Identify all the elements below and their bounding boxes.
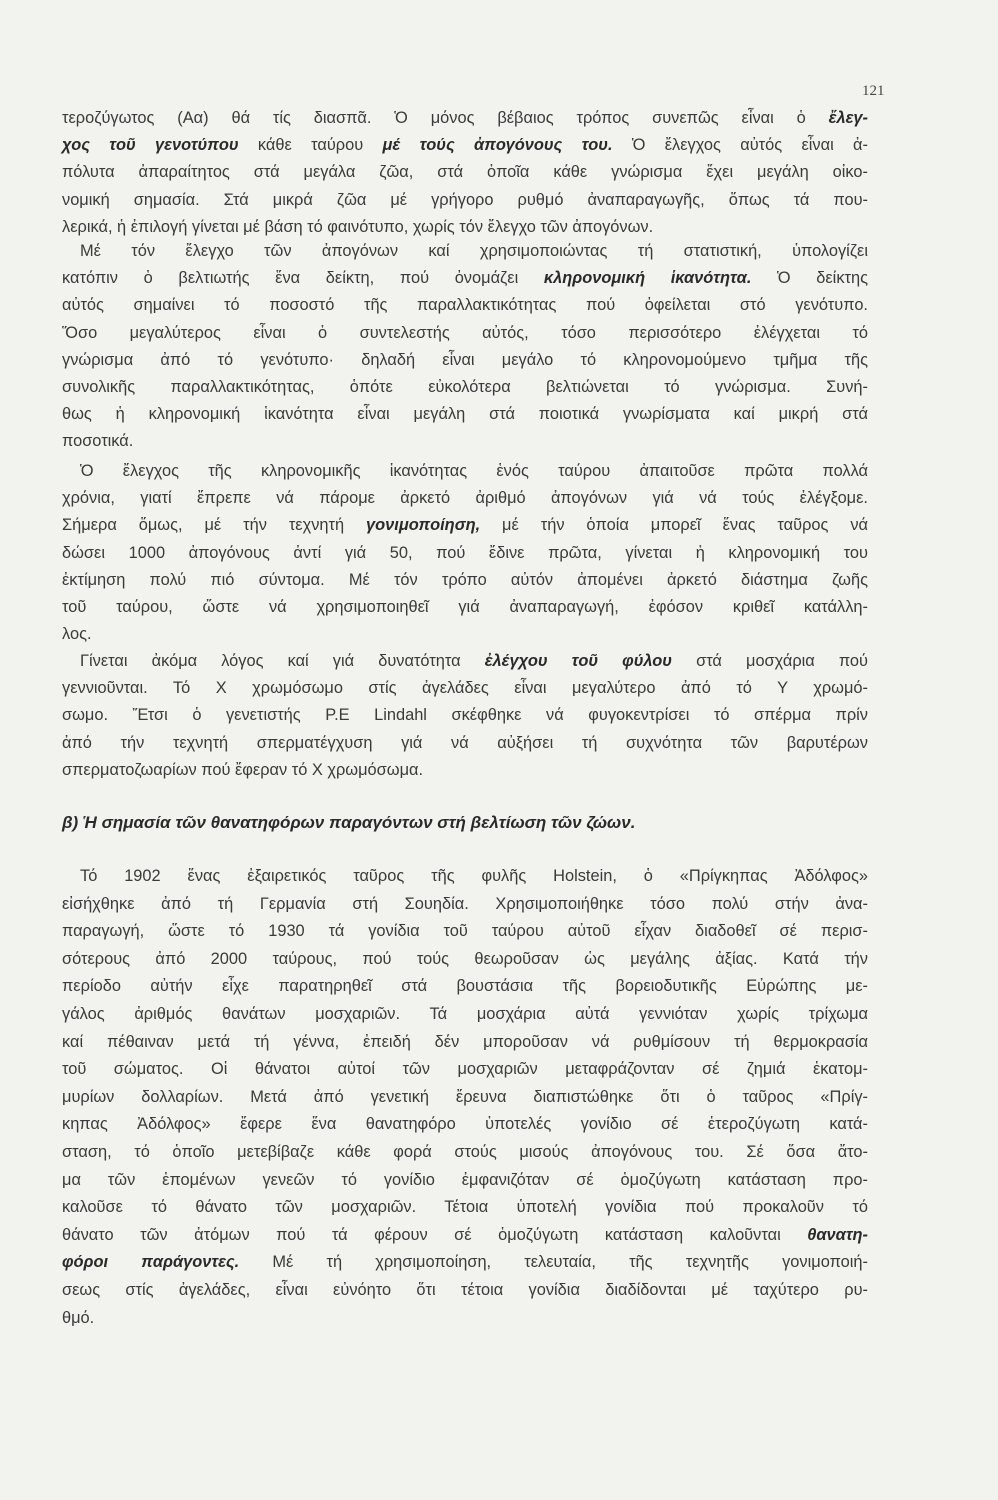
text-line (62, 1029, 868, 1057)
text-line (62, 1167, 868, 1195)
text-segment: Τό 1902 ἕνας ἐξαιρετικός ταῦρος τῆς φυλῆς Holstein, ὁ «Πρίγκηπας Ἀδόλφος» (80, 867, 868, 885)
text-segment: καί πέθαιναν μετά τή γέννα, ἐπειδή δέν μποροῦσαν νά ρυθμίσουν τή θερμοκρασία (62, 1032, 868, 1051)
text-segment: σπερματοζωαρίων πού ἔφεραν τό Χ χρωμόσωμα. (62, 760, 424, 779)
text-line (62, 159, 868, 186)
emphasized-term: μέ τούς ἀπογόνους του. (382, 136, 613, 155)
text-segment: κηπας Ἀδόλφος» ἔφερε ἕνα θανατηφόρο ὑποτελές γονίδιο σέ ἑτεροζύγωτη κατά- (62, 1115, 868, 1134)
text-line (62, 512, 868, 539)
text-segment: γνώρισμα ἀπό τό γενότυπο· δηλαδή εἶναι μεγάλο τό κληρονομούμενο τμῆμα τῆς (62, 350, 868, 369)
text-line (62, 238, 868, 265)
text-line (62, 1305, 868, 1333)
text-line (62, 1194, 868, 1222)
text-segment: Γίνεται ἀκόμα λόγος καί γιά δυνατότητα (80, 652, 485, 670)
text-line (62, 918, 868, 946)
text-segment: παραγωγή, ὥστε τό 1930 τά γονίδια τοῦ ταύρου αὐτοῦ εἶχαν διαδοθεῖ σέ περισ- (62, 922, 868, 941)
text-line (62, 891, 868, 919)
text-line (62, 401, 868, 428)
text-line (62, 675, 868, 702)
text-line (62, 1111, 868, 1139)
text-segment: δώσει 1000 ἀπογόνους ἀντί γιά 50, πού ἔδινε πρῶτα, γίνεται ἡ κληρονομική του (62, 543, 868, 562)
text-segment: νομική σημασία. Στά μικρά ζῶα μέ γρήγορο ρυθμό ἀναπαραγωγῆς, ὅπως τά που- (62, 190, 868, 209)
text-segment: ἐκτίμηση πολύ πιό σύντομα. Μέ τόν τρόπο αὐτόν ἀπομένει ἀρκετό διάστημα ζωῆς (62, 570, 868, 589)
text-line (62, 187, 868, 214)
text-segment: θάνατο τῶν ἀτόμων πού τά φέρουν σέ ὁμοζύγωτη κατάσταση καλοῦνται (62, 1225, 808, 1244)
text-line (62, 347, 868, 374)
text-segment: τοῦ σώματος. Οἱ θάνατοι αὐτοί τῶν μοσχαριῶν μεταφράζονταν σέ ζημιά ἑκατομ- (62, 1060, 868, 1079)
text-segment: τοῦ ταύρου, ὥστε νά χρησιμοποιηθεῖ γιά ἀναπαραγωγή, ἐφόσον κριθεῖ κατάλλη- (62, 597, 868, 616)
paragraph (62, 458, 868, 648)
text-segment: θμό. (62, 1308, 95, 1327)
emphasized-term: φόροι παράγοντες. (62, 1253, 240, 1272)
emphasized-term: κληρονομική ἱκανότητα. (543, 269, 752, 288)
text-line (62, 458, 868, 485)
text-segment: στά μοσχάρια πού (671, 652, 869, 670)
text-line (62, 594, 868, 621)
text-segment: θως ἡ κληρονομική ἱκανότητα εἶναι μεγάλη στά ποιοτικά γνωρίσματα καί μικρή στά (62, 405, 868, 424)
paragraph (62, 105, 868, 241)
paragraph (62, 863, 868, 1332)
text-segment: μα τῶν ἑπομένων γενεῶν τό γονίδιο ἐμφανιζόταν σέ ὁμοζύγωτη κατάσταση προ- (62, 1170, 868, 1189)
text-line (62, 1084, 868, 1112)
text-segment: λος. (62, 625, 92, 644)
text-line (62, 757, 868, 784)
text-segment: χρόνια, γιατί ἔπρεπε νά πάρομε ἀρκετό ἀριθμό ἀπογόνων γιά νά τούς ἐλέγξομε. (62, 489, 868, 508)
emphasized-term: γονιμοποίηση, (366, 516, 481, 535)
text-segment: κάθε ταύρου (238, 136, 383, 155)
text-line (62, 1139, 868, 1167)
text-segment: Ὁ ἔλεγχος τῆς κληρονομικῆς ἱκανότητας ἑνός ταύρου ἀπαιτοῦσε πρῶτα πολλά (80, 462, 868, 480)
text-segment: συνολικῆς παραλλακτικότητας, ὁπότε εὐκολότερα βελτιώνεται τό γνώρισμα. Συνή- (62, 377, 868, 396)
text-segment: ἀπό τήν τεχνητή σπερματέγχυση γιά νά αὐξήσει τή συχνότητα τῶν βαρυτέρων (62, 733, 868, 752)
text-line (62, 265, 868, 292)
text-line (62, 1222, 868, 1250)
emphasized-term: ἐλέγχου τοῦ φύλου (484, 652, 672, 670)
text-segment: εἰσήχθηκε ἀπό τή Γερμανία στή Σουηδία. Χρησιμοποιήθηκε τόσο πολύ στήν ἀνα- (62, 894, 868, 913)
text-segment: σεως στίς ἀγελάδες, εἶναι εὐνόητο ὅτι τέτοια γονίδια διαδίδονται μέ ταχύτερο ρυ- (62, 1280, 868, 1299)
text-segment: σότερους ἀπό 2000 ταύρους, πού τούς θεωροῦσαν ὡς μεγάλης ἀξίας. Κατά τήν (62, 949, 868, 968)
text-segment: αὐτός σημαίνει τό ποσοστό τῆς παραλλακτικότητας πού ὀφείλεται στό γενότυπο. (62, 296, 868, 315)
text-line (62, 320, 868, 347)
text-line (62, 132, 868, 159)
text-segment: Σήμερα ὅμως, μέ τήν τεχνητή (62, 516, 367, 535)
text-segment: σταση, τό ὁποῖο μετεβίβαζε κάθε φορά στούς μισούς ἀπογόνους του. Σέ ὅσα ἄτο- (62, 1142, 868, 1161)
text-segment: πόλυτα ἀπαραίτητος στά μεγάλα ζῶα, στά ὁποῖα κάθε γνώρισμα ἔχει μεγάλη οἰκο- (62, 163, 868, 182)
page-number: 121 (862, 83, 885, 99)
text-line (62, 567, 868, 594)
paragraph (62, 648, 868, 784)
text-line (62, 1249, 868, 1277)
emphasized-term: ἔλεγ- (828, 109, 868, 127)
emphasized-term: θανατη- (807, 1225, 868, 1244)
text-segment: κατόπιν ὁ βελτιωτής ἕνα δείκτη, πού ὀνομάζει (62, 269, 544, 288)
text-line (62, 648, 868, 675)
text-line (62, 428, 868, 455)
text-line (62, 540, 868, 567)
text-segment: μέ τήν ὁποία μπορεῖ ἕνας ταῦρος νά (480, 516, 868, 535)
text-line (62, 1056, 868, 1084)
emphasized-term: χος τοῦ γενοτύπου (62, 136, 239, 155)
text-segment: γεννιοῦνται. Τό Χ χρωμόσωμο στίς ἀγελάδες εἶναι μεγαλύτερο ἀπό τό Υ χρωμό- (62, 679, 868, 698)
text-segment: ποσοτικά. (62, 432, 134, 451)
text-segment: περίοδο αὐτήν εἶχε παρατηρηθεῖ στά βουστάσια τῆς βορειοδυτικῆς Εὐρώπης με- (62, 977, 868, 996)
text-segment: Ὅσο μεγαλύτερος εἶναι ὁ συντελεστής αὐτός, τόσο περισσότερο ἐλέγχεται τό (62, 323, 868, 342)
text-line (62, 105, 868, 132)
paragraph (62, 238, 868, 456)
text-segment: λερικά, ἡ ἐπιλογή γίνεται μέ βάση τό φαινότυπο, χωρίς τόν ἔλεγχο τῶν ἀπογόνων. (62, 217, 654, 236)
text-line (62, 292, 868, 319)
text-segment: σωμο. Ἔτσι ὁ γενετιστής P.E Lindahl σκέφθηκε νά φυγοκεντρίσει τό σπέρμα πρίν (62, 706, 868, 725)
text-segment: μυρίων δολλαρίων. Μετά ἀπό γενετική ἔρευνα διαπιστώθηκε ὅτι ὁ ταῦρος «Πρίγ- (62, 1087, 868, 1106)
text-line (62, 374, 868, 401)
text-segment: τεροζύγωτος (Αα) θά τίς διασπᾶ. Ὁ μόνος βέβαιος τρόπος συνεπῶς εἶναι ὁ (62, 109, 829, 127)
text-segment: Μέ τή χρησιμοποίηση, τελευταία, τῆς τεχνητῆς γονιμοποιή- (239, 1253, 868, 1272)
text-line (62, 214, 868, 241)
text-line (62, 702, 868, 729)
text-line (62, 973, 868, 1001)
text-segment: Ὁ δείκτης (751, 269, 869, 288)
text-segment: Ὁ ἔλεγχος αὐτός εἶναι ἀ- (612, 136, 868, 155)
text-line (62, 730, 868, 757)
section-heading: β) Ἡ σημασία τῶν θανατηφόρων παραγόντων στή βελτίωση τῶν ζώων. (62, 813, 636, 832)
text-line (62, 485, 868, 512)
text-line (62, 863, 868, 891)
text-segment: καλοῦσε τό θάνατο τῶν μοσχαριῶν. Τέτοια ὑποτελή γονίδια πού προκαλοῦν τό (62, 1198, 868, 1217)
text-line (62, 621, 868, 648)
text-segment: Μέ τόν ἔλεγχο τῶν ἀπογόνων καί χρησιμοποιώντας τή στατιστική, ὑπολογίζει (80, 242, 868, 260)
text-segment: γάλος ἀριθμός θανάτων μοσχαριῶν. Τά μοσχάρια αὐτά γεννιόταν χωρίς τρίχωμα (62, 1004, 868, 1023)
text-line (62, 1277, 868, 1305)
text-line (62, 946, 868, 974)
text-line (62, 1001, 868, 1029)
